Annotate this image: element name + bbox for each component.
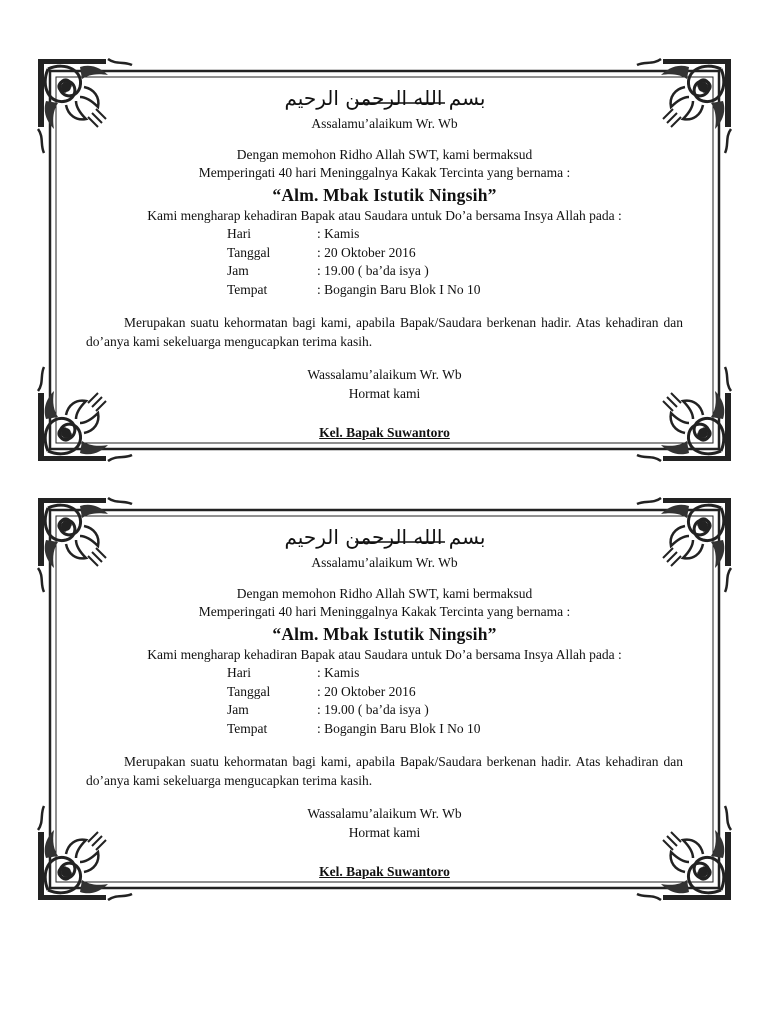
bismillah-calligraphy	[86, 81, 683, 115]
invitation-card	[36, 57, 733, 463]
detail-value: : Kamis	[317, 226, 360, 241]
invitation-card	[36, 496, 733, 902]
detail-row-time	[227, 701, 683, 720]
intro-line-1: Dengan memohon Ridho Allah SWT, kami bermaksud	[236, 146, 533, 162]
signature	[86, 863, 683, 882]
detail-value: : Kamis	[317, 665, 360, 680]
detail-value: : Bogangin Baru Blok I No 10	[317, 281, 481, 297]
detail-label: Tanggal	[227, 244, 271, 260]
detail-row-place	[227, 720, 683, 739]
detail-row-time	[227, 262, 683, 281]
greeting: Assalamu’alaikum Wr. Wb	[311, 555, 458, 570]
detail-row-date	[227, 683, 683, 702]
detail-value: : 20 Oktober 2016	[317, 244, 416, 260]
closing-greeting: Wassalamu’alaikum Wr. Wb	[307, 806, 462, 821]
detail-row-place	[227, 281, 683, 300]
deceased-name: “Alm. Mbak Istutik Ningsih”	[272, 623, 497, 644]
detail-label: Tempat	[227, 720, 268, 736]
detail-label: Tempat	[227, 281, 268, 297]
detail-label: Tanggal	[227, 683, 271, 699]
detail-value: : Bogangin Baru Blok I No 10	[317, 720, 481, 736]
signature-name: Kel. Bapak Suwantoro	[319, 864, 450, 879]
invite-line: Kami mengharap kehadiran Bapak atau Saudara untuk Do’a bersama Insya Allah pada :	[147, 646, 622, 662]
intro-line-1: Dengan memohon Ridho Allah SWT, kami bermaksud	[236, 585, 533, 601]
detail-value: : 19.00 ( ba’da isya )	[317, 263, 429, 278]
detail-label: Jam	[227, 702, 249, 717]
regards: Hormat kami	[348, 824, 421, 840]
detail-row-day	[227, 664, 683, 683]
greeting: Assalamu’alaikum Wr. Wb	[311, 116, 458, 131]
detail-label: Jam	[227, 263, 249, 278]
signature-name: Kel. Bapak Suwantoro	[319, 425, 450, 440]
deceased-name: “Alm. Mbak Istutik Ningsih”	[272, 184, 497, 205]
closing-greeting: Wassalamu’alaikum Wr. Wb	[307, 367, 462, 382]
detail-value: : 20 Oktober 2016	[317, 683, 416, 699]
intro-line-2: Memperingati 40 hari Meninggalnya Kakak Tercinta yang bernama :	[198, 604, 571, 619]
regards: Hormat kami	[348, 385, 421, 401]
bismillah-text: بسم الله الرحمن الرحيم	[283, 525, 486, 549]
detail-row-date	[227, 244, 683, 263]
closing-paragraph: Merupakan suatu kehormatan bagi kami, apabila Bapak/Saudara berkenan hadir. Atas kehadiran dan do’anya kami sekeluarga mengucapkan terima kasih.	[86, 754, 683, 788]
detail-label: Hari	[227, 665, 251, 680]
invite-line: Kami mengharap kehadiran Bapak atau Saudara untuk Do’a bersama Insya Allah pada :	[147, 207, 622, 223]
closing-paragraph: Merupakan suatu kehormatan bagi kami, apabila Bapak/Saudara berkenan hadir. Atas kehadiran dan do’anya kami sekeluarga mengucapkan terima kasih.	[86, 315, 683, 349]
event-details	[227, 664, 683, 738]
detail-value: : 19.00 ( ba’da isya )	[317, 702, 429, 717]
bismillah-calligraphy	[86, 520, 683, 554]
bismillah-text: بسم الله الرحمن الرحيم	[283, 86, 486, 110]
detail-label: Hari	[227, 226, 251, 241]
signature	[86, 424, 683, 443]
detail-row-day	[227, 225, 683, 244]
intro-line-2: Memperingati 40 hari Meninggalnya Kakak Tercinta yang bernama :	[198, 165, 571, 180]
event-details	[227, 225, 683, 299]
